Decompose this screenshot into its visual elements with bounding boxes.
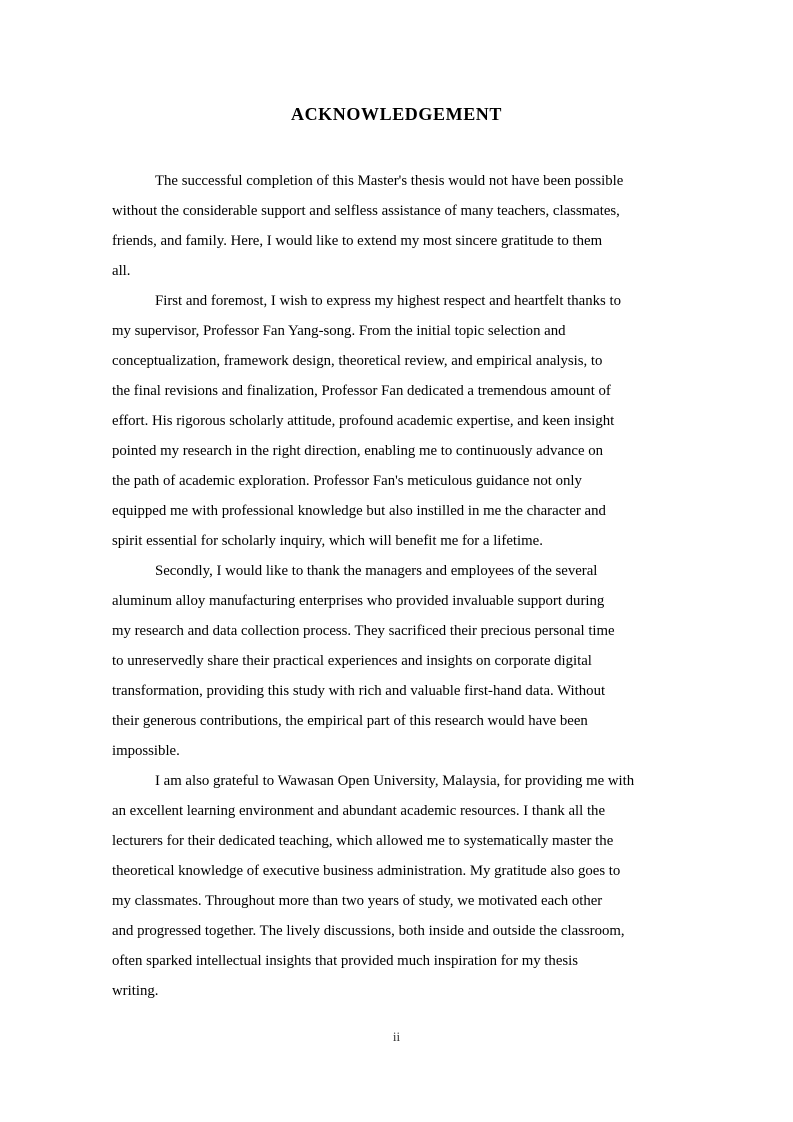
- text-line: The successful completion of this Master's thesis would not have been possible: [155, 173, 624, 189]
- text-line: pointed my research in the right direction, enabling me to continuously advance on: [112, 443, 604, 459]
- text-line: their generous contributions, the empirical part of this research would have been: [112, 713, 588, 729]
- text-line: impossible.: [112, 743, 180, 759]
- text-line: without the considerable support and selfless assistance of many teachers, classmates,: [112, 203, 620, 219]
- paragraph: [112, 166, 698, 286]
- text-line: First and foremost, I wish to express my highest respect and heartfelt thanks to: [155, 293, 622, 309]
- text-line: the final revisions and finalization, Professor Fan dedicated a tremendous amount of: [112, 383, 611, 399]
- text-line: equipped me with professional knowledge but also instilled in me the character and: [112, 503, 606, 519]
- text-line: an excellent learning environment and abundant academic resources. I thank all the: [112, 803, 606, 819]
- text-line: effort. His rigorous scholarly attitude, profound academic expertise, and keen insight: [112, 413, 615, 429]
- text-line: writing.: [112, 983, 159, 999]
- text-line: spirit essential for scholarly inquiry, which will benefit me for a lifetime.: [112, 533, 543, 549]
- text-line: my classmates. Throughout more than two years of study, we motivated each other: [112, 893, 603, 909]
- text-line: to unreservedly share their practical experiences and insights on corporate digital: [112, 653, 592, 669]
- text-line: often sparked intellectual insights that provided much inspiration for my thesis: [112, 953, 579, 969]
- text-line: Secondly, I would like to thank the managers and employees of the several: [155, 563, 598, 579]
- page-title: ACKNOWLEDGEMENT: [290, 104, 503, 124]
- text-line: conceptualization, framework design, theoretical review, and empirical analysis, to: [112, 353, 603, 369]
- text-line: all.: [112, 263, 131, 279]
- text-line: the path of academic exploration. Professor Fan's meticulous guidance not only: [112, 473, 582, 489]
- document-body: [112, 166, 698, 1006]
- text-line: and progressed together. The lively discussions, both inside and outside the classroom,: [112, 923, 625, 939]
- paragraph: [112, 766, 698, 1006]
- page-number: ii: [392, 1029, 401, 1044]
- text-line: lecturers for their dedicated teaching, which allowed me to systematically master the: [112, 833, 614, 849]
- text-line: my supervisor, Professor Fan Yang-song. From the initial topic selection and: [112, 323, 566, 339]
- text-line: friends, and family. Here, I would like to extend my most sincere gratitude to them: [112, 233, 603, 249]
- text-line: I am also grateful to Wawasan Open University, Malaysia, for providing me with: [155, 773, 635, 789]
- paragraph: [112, 286, 698, 556]
- text-line: aluminum alloy manufacturing enterprises who provided invaluable support during: [112, 593, 605, 609]
- text-line: my research and data collection process. They sacrificed their precious personal time: [112, 623, 615, 639]
- text-line: transformation, providing this study with rich and valuable first-hand data. Without: [112, 683, 606, 699]
- text-line: theoretical knowledge of executive business administration. My gratitude also goes to: [112, 863, 621, 879]
- paragraph: [112, 556, 698, 766]
